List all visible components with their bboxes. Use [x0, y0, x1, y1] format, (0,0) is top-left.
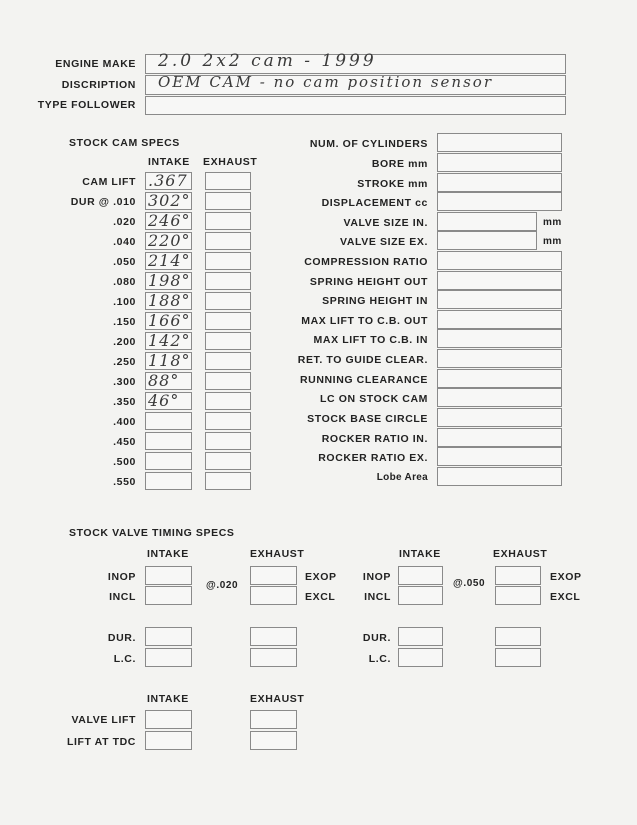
exop-label-020: EXOP	[305, 571, 337, 583]
spec-label: MAX LIFT TO C.B. IN	[313, 334, 428, 346]
cam-exhaust-field[interactable]	[205, 352, 251, 370]
cam-row-label: .040	[113, 236, 136, 248]
cam-row-label: .450	[113, 436, 136, 448]
incl-020-field[interactable]	[145, 586, 192, 605]
dur-050-intake-field[interactable]	[398, 627, 443, 646]
excl-020-field[interactable]	[250, 586, 297, 605]
incl-label-050: INCL	[364, 591, 391, 603]
cam-exhaust-header: EXHAUST	[203, 156, 258, 168]
dur-020-intake-field[interactable]	[145, 627, 192, 646]
cam-intake-value: 166°	[148, 311, 191, 330]
spec-label: Lobe Area	[376, 472, 428, 483]
discription-field[interactable]	[145, 75, 566, 95]
lc-020-intake-field[interactable]	[145, 648, 192, 667]
spec-field[interactable]	[437, 408, 562, 427]
inop-050-field[interactable]	[398, 566, 443, 585]
spec-field[interactable]	[437, 310, 562, 329]
cam-intake-value: 214°	[148, 251, 191, 270]
spec-label: ROCKER RATIO EX.	[318, 452, 428, 464]
excl-label-020: EXCL	[305, 591, 336, 603]
cam-row-label: .400	[113, 416, 136, 428]
spec-label: NUM. OF CYLINDERS	[309, 138, 428, 150]
cam-exhaust-field[interactable]	[205, 392, 251, 410]
spec-label: SPRING HEIGHT OUT	[309, 276, 428, 288]
discription-value: OEM CAM - no cam position sensor	[158, 73, 493, 91]
cam-row-label: .550	[113, 476, 136, 488]
cam-row-label: DUR @ .010	[70, 196, 136, 208]
cam-intake-field[interactable]	[145, 192, 192, 210]
valve-lift-intake-header: INTAKE	[147, 693, 189, 705]
cam-intake-value: 246°	[148, 211, 191, 230]
spec-label: VALVE SIZE IN.	[343, 217, 428, 229]
excl-label-050: EXCL	[550, 591, 581, 603]
cam-exhaust-field[interactable]	[205, 332, 251, 350]
cam-exhaust-field[interactable]	[205, 452, 251, 470]
at-020-label: @.020	[206, 580, 239, 591]
spec-label: STOCK BASE CIRCLE	[307, 413, 428, 425]
cam-intake-value: 198°	[148, 271, 191, 290]
lc-050-intake-field[interactable]	[398, 648, 443, 667]
at-050-label: @.050	[453, 578, 486, 589]
spec-field[interactable]	[437, 349, 562, 368]
cam-row-label: .150	[113, 316, 136, 328]
timing-020-intake-header: INTAKE	[147, 548, 189, 560]
spec-label: LC ON STOCK CAM	[320, 393, 428, 405]
exop-label-050: EXOP	[550, 571, 582, 583]
valve-lift-exhaust-header: EXHAUST	[250, 693, 305, 705]
spec-field[interactable]	[437, 290, 562, 309]
spec-unit: mm	[543, 236, 562, 247]
spec-field[interactable]	[437, 329, 562, 348]
cam-intake-field[interactable]	[145, 332, 192, 350]
type-follower-label: TYPE FOLLOWER	[37, 99, 136, 111]
spec-label: STROKE mm	[357, 178, 428, 190]
stock-cam-specs-title: STOCK CAM SPECS	[69, 137, 180, 149]
cam-row-label: .200	[113, 336, 136, 348]
lift-at-tdc-label: LIFT AT TDC	[66, 736, 136, 748]
spec-label: RET. TO GUIDE CLEAR.	[297, 354, 428, 366]
valve-lift-label: VALVE LIFT	[71, 714, 136, 726]
cam-intake-value: 188°	[148, 291, 191, 310]
cam-exhaust-field[interactable]	[205, 412, 251, 430]
cam-intake-field[interactable]	[145, 232, 192, 250]
cam-row-label: .250	[113, 356, 136, 368]
cam-row-label: .350	[113, 396, 136, 408]
cam-exhaust-field[interactable]	[205, 252, 251, 270]
timing-020-exhaust-header: EXHAUST	[250, 548, 305, 560]
discription-label: DISCRIPTION	[61, 79, 136, 91]
cam-exhaust-field[interactable]	[205, 432, 251, 450]
timing-050-intake-header: INTAKE	[399, 548, 441, 560]
cam-intake-value: 88°	[148, 371, 180, 390]
cam-intake-field[interactable]	[145, 272, 192, 290]
cam-intake-field[interactable]	[145, 452, 192, 470]
lc-020-exhaust-field[interactable]	[250, 648, 297, 667]
spec-field[interactable]	[437, 133, 562, 152]
cam-row-label: .050	[113, 256, 136, 268]
cam-intake-field[interactable]	[145, 172, 192, 190]
spec-field[interactable]	[437, 467, 562, 486]
cam-row-label: .080	[113, 276, 136, 288]
valve-lift-intake-field[interactable]	[145, 710, 192, 729]
cam-row-label: .100	[113, 296, 136, 308]
cam-intake-value: 302°	[148, 191, 191, 210]
dur-020-exhaust-field[interactable]	[250, 627, 297, 646]
cam-intake-value: 142°	[148, 331, 191, 350]
cam-exhaust-field[interactable]	[205, 172, 251, 190]
spec-label: MAX LIFT TO C.B. OUT	[301, 315, 428, 327]
valve-timing-title: STOCK VALVE TIMING SPECS	[69, 527, 235, 539]
cam-exhaust-field[interactable]	[205, 232, 251, 250]
timing-050-exhaust-header: EXHAUST	[493, 548, 548, 560]
spec-field[interactable]	[437, 251, 562, 270]
engine-make-label: ENGINE MAKE	[55, 58, 136, 70]
cam-row-label: .500	[113, 456, 136, 468]
cam-exhaust-field[interactable]	[205, 312, 251, 330]
cam-intake-field[interactable]	[145, 432, 192, 450]
dur-050-exhaust-field[interactable]	[495, 627, 541, 646]
excl-050-field[interactable]	[495, 586, 541, 605]
spec-field[interactable]	[437, 173, 562, 192]
cam-intake-field[interactable]	[145, 352, 192, 370]
spec-field[interactable]	[437, 428, 562, 447]
cam-intake-value: 220°	[148, 231, 191, 250]
cam-intake-field[interactable]	[145, 312, 192, 330]
cam-intake-value: 46°	[148, 391, 180, 410]
cam-intake-header: INTAKE	[148, 156, 190, 168]
cam-exhaust-field[interactable]	[205, 372, 251, 390]
engine-make-field[interactable]	[145, 51, 566, 74]
inop-020-field[interactable]	[145, 566, 192, 585]
dur-label-050: DUR.	[362, 632, 391, 644]
spec-field[interactable]	[437, 153, 562, 172]
spec-label: SPRING HEIGHT IN	[322, 295, 428, 307]
inop-label-020: INOP	[107, 571, 136, 583]
spec-label: COMPRESSION RATIO	[304, 256, 428, 268]
cam-exhaust-field[interactable]	[205, 192, 251, 210]
spec-field[interactable]	[437, 192, 562, 211]
spec-label: RUNNING CLEARANCE	[299, 374, 428, 386]
lc-label-050: L.C.	[368, 653, 391, 665]
cam-intake-field[interactable]	[145, 252, 192, 270]
spec-label: DISPLACEMENT cc	[321, 197, 428, 209]
cam-row-label: CAM LIFT	[82, 176, 136, 188]
incl-050-field[interactable]	[398, 586, 443, 605]
lift-at-tdc-intake-field[interactable]	[145, 731, 192, 750]
cam-intake-value: 118°	[148, 351, 191, 370]
cam-row-label: .300	[113, 376, 136, 388]
dur-label-020: DUR.	[107, 632, 136, 644]
cam-intake-field[interactable]	[145, 392, 192, 410]
cam-exhaust-field[interactable]	[205, 212, 251, 230]
cam-exhaust-field[interactable]	[205, 272, 251, 290]
type-follower-field[interactable]	[145, 96, 566, 115]
lc-050-exhaust-field[interactable]	[495, 648, 541, 667]
cam-intake-value: .367	[148, 171, 188, 190]
spec-field[interactable]	[437, 212, 537, 231]
incl-label-020: INCL	[109, 591, 136, 603]
spec-field[interactable]	[437, 388, 562, 407]
exop-050-field[interactable]	[495, 566, 541, 585]
valve-lift-exhaust-field[interactable]	[250, 710, 297, 729]
cam-intake-field[interactable]	[145, 472, 192, 490]
spec-label: BORE mm	[371, 158, 428, 170]
cam-exhaust-field[interactable]	[205, 292, 251, 310]
cam-exhaust-field[interactable]	[205, 472, 251, 490]
engine-make-value: 2.0 2x2 cam - 1999	[158, 51, 377, 71]
lc-label-020: L.C.	[113, 653, 136, 665]
cam-intake-field[interactable]	[145, 372, 192, 390]
cam-row-label: .020	[113, 216, 136, 228]
lift-at-tdc-exhaust-field[interactable]	[250, 731, 297, 750]
spec-label: VALVE SIZE EX.	[340, 236, 428, 248]
spec-field[interactable]	[437, 231, 537, 250]
cam-intake-field[interactable]	[145, 212, 192, 230]
cam-intake-field[interactable]	[145, 412, 192, 430]
spec-field[interactable]	[437, 369, 562, 388]
spec-field[interactable]	[437, 271, 562, 290]
spec-field[interactable]	[437, 447, 562, 466]
exop-020-field[interactable]	[250, 566, 297, 585]
cam-intake-field[interactable]	[145, 292, 192, 310]
inop-label-050: INOP	[362, 571, 391, 583]
spec-unit: mm	[543, 217, 562, 228]
spec-label: ROCKER RATIO IN.	[321, 433, 428, 445]
